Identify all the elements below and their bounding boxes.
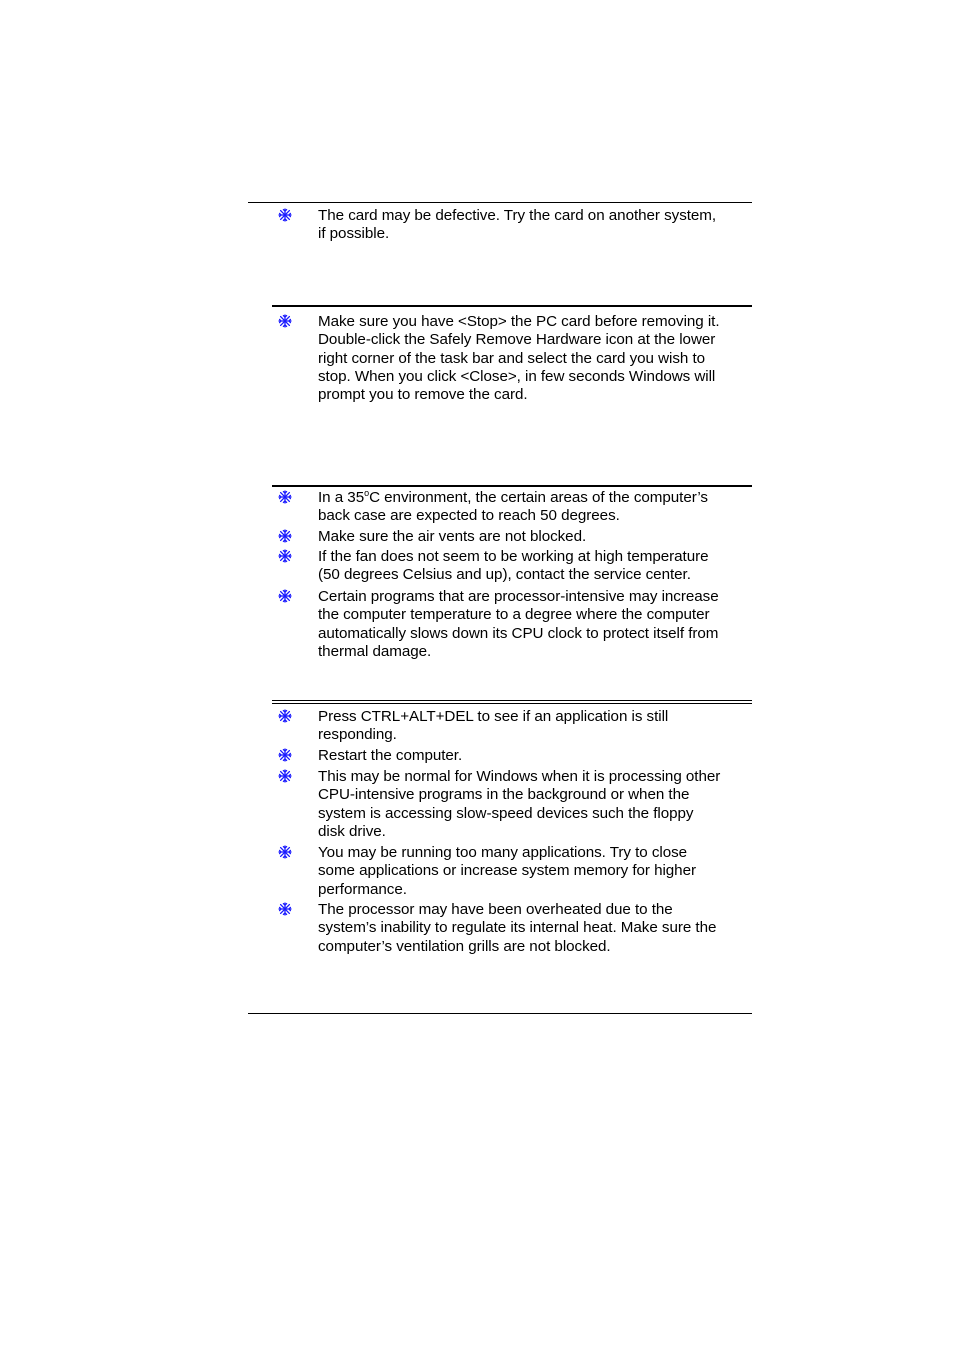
item-text: Restart the computer. [318,747,463,764]
snowflake-bullet-icon [278,589,292,603]
snowflake-bullet-icon [278,845,292,859]
section-rule-3 [272,485,752,487]
item-text: Certain programs that are processor-intensive may increase the computer temperature to a degree where the computer automatically slows down its CPU clock to protect itself from thermal damage. [318,588,719,660]
item-text: The processor may have been overheated due to the system’s inability to regulate its internal heat. Make sure the computer’s ventilation grills are not blocked. [318,901,717,955]
text-segment: C environment, the certain areas of the computer’s back case are expected to reach 50 degrees. [318,489,708,525]
snowflake-bullet-icon [278,709,292,723]
item-text: If the fan does not seem to be working at high temperature (50 degrees Celsius and up), contact the service center. [318,548,709,584]
degree-superscript: o [364,488,370,498]
snowflake-bullet-icon [278,902,292,916]
bottom-rule [248,1013,752,1014]
item-text: Make sure you have <Stop> the PC card before removing it. Double-click the Safely Remove Hardware icon at the lower right corner of the task bar and select the card you wish to stop. When you click <Close>, in few seconds Windows will prompt you to remove the card. [318,313,720,404]
text-segment: In a 35 [318,489,365,506]
section-rule-4 [272,700,752,704]
item-text: Press CTRL+ALT+DEL to see if an application is still responding. [318,708,669,744]
top-rule [248,202,752,203]
section-rule-2 [272,305,752,307]
snowflake-bullet-icon [278,769,292,783]
item-text: Make sure the air vents are not blocked. [318,528,587,545]
item-text: This may be normal for Windows when it is processing other CPU-intensive programs in the background or when the system is accessing slow-speed devices such the floppy disk drive. [318,768,721,840]
snowflake-bullet-icon [278,490,292,504]
snowflake-bullet-icon [278,748,292,762]
snowflake-bullet-icon [278,529,292,543]
snowflake-bullet-icon [278,208,292,222]
item-text: The card may be defective. Try the card on another system, if possible. [318,207,717,243]
item-text: You may be running too many applications. Try to close some applications or increase system memory for higher performance. [318,844,696,898]
snowflake-bullet-icon [278,549,292,563]
snowflake-bullet-icon [278,314,292,328]
item-text [318,489,750,526]
